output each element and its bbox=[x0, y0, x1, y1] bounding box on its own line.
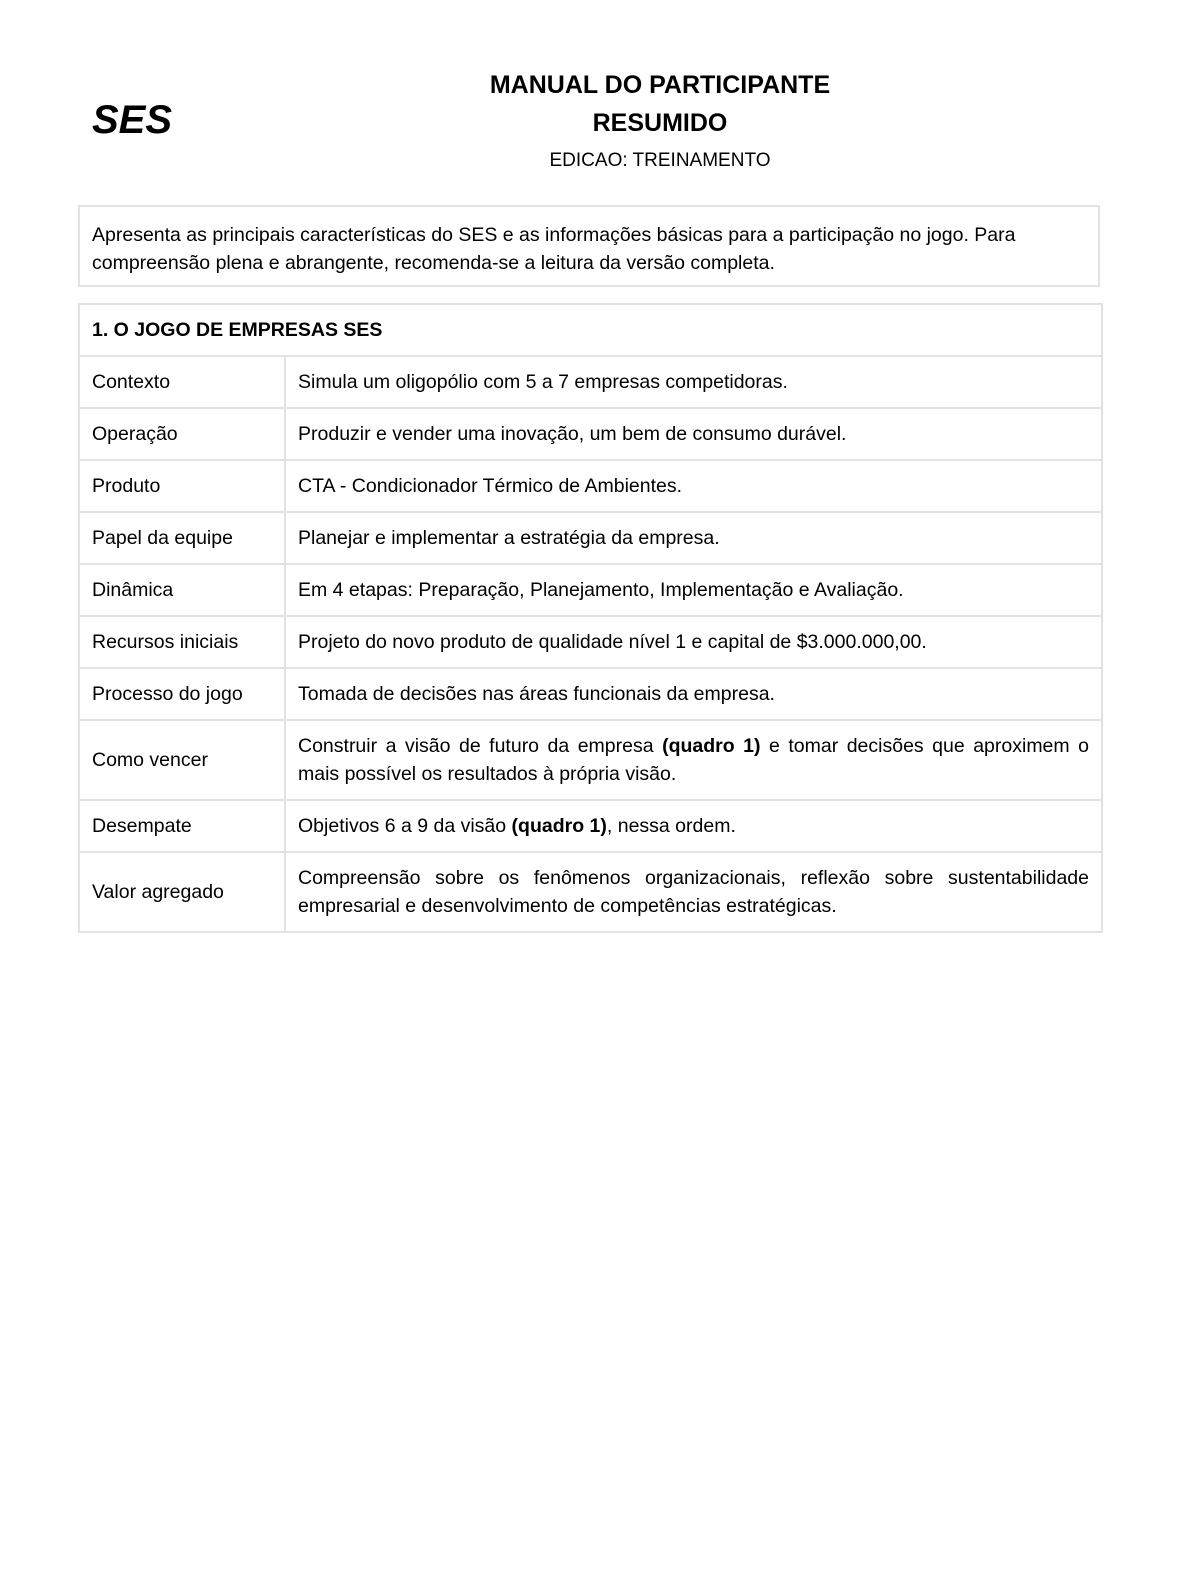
table-row bbox=[79, 512, 1102, 564]
row-value: CTA - Condicionador Térmico de Ambientes. bbox=[285, 460, 1102, 512]
table-row bbox=[79, 668, 1102, 720]
table-row bbox=[79, 408, 1102, 460]
table-row bbox=[79, 460, 1102, 512]
table-row bbox=[79, 356, 1102, 408]
row-value: Projeto do novo produto de qualidade nível 1 e capital de $3.000.000,00. bbox=[285, 616, 1102, 668]
value-text: Objetivos 6 a 9 da visão bbox=[298, 815, 512, 837]
row-value: Produzir e vender uma inovação, um bem de consumo durável. bbox=[285, 408, 1102, 460]
edition-label: EDICAO: TREINAMENTO bbox=[549, 150, 771, 171]
document-title: MANUAL DO PARTICIPANTE bbox=[489, 71, 831, 99]
section-header-row bbox=[79, 304, 1102, 356]
table-row bbox=[79, 564, 1102, 616]
document-title-block bbox=[460, 68, 860, 174]
section-title: 1. O JOGO DE EMPRESAS SES bbox=[79, 304, 1102, 356]
row-label: Desempate bbox=[79, 800, 285, 852]
intro-box: Apresenta as principais características do SES e as informações básicas para a participação no jogo. Para compreensão plena e abrangente, recomenda-se a leitura da versão completa. bbox=[78, 205, 1100, 287]
row-label: Processo do jogo bbox=[79, 668, 285, 720]
row-value: Compreensão sobre os fenômenos organizacionais, reflexão sobre sustentabilidade empresarial e desenvolvimento de competências estratégicas. bbox=[285, 852, 1102, 932]
table-row bbox=[79, 800, 1102, 852]
row-label: Contexto bbox=[79, 356, 285, 408]
row-label: Dinâmica bbox=[79, 564, 285, 616]
table-row bbox=[79, 852, 1102, 932]
row-value bbox=[285, 720, 1102, 800]
row-value: Em 4 etapas: Preparação, Planejamento, Implementação e Avaliação. bbox=[285, 564, 1102, 616]
row-value: Tomada de decisões nas áreas funcionais da empresa. bbox=[285, 668, 1102, 720]
row-value: Simula um oligopólio com 5 a 7 empresas competidoras. bbox=[285, 356, 1102, 408]
row-label: Papel da equipe bbox=[79, 512, 285, 564]
row-label: Como vencer bbox=[79, 720, 285, 800]
document-subtitle: RESUMIDO bbox=[592, 109, 728, 137]
row-label: Produto bbox=[79, 460, 285, 512]
row-value: Planejar e implementar a estratégia da empresa. bbox=[285, 512, 1102, 564]
row-label: Recursos iniciais bbox=[79, 616, 285, 668]
row-label: Valor agregado bbox=[79, 852, 285, 932]
quadro-reference: (quadro 1) bbox=[662, 735, 761, 757]
value-text: e tomar decisões que aproximem o mais possível os resultados à própria visão. bbox=[298, 735, 1089, 785]
table-row bbox=[79, 616, 1102, 668]
row-label: Operação bbox=[79, 408, 285, 460]
table-row bbox=[79, 720, 1102, 800]
logo-ses: SES bbox=[92, 98, 173, 142]
value-text: Construir a visão de futuro da empresa bbox=[298, 735, 663, 757]
row-value bbox=[285, 800, 1102, 852]
value-text: , nessa ordem. bbox=[606, 815, 736, 837]
game-summary-table bbox=[78, 303, 1103, 933]
quadro-reference: (quadro 1) bbox=[511, 815, 607, 837]
